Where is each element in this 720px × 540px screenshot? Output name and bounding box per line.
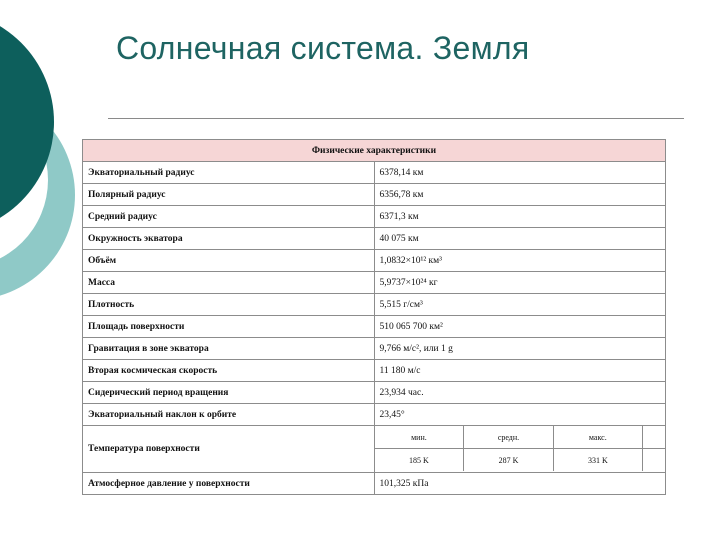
table-row xyxy=(83,184,666,206)
row-value: 6371,3 км xyxy=(374,206,666,228)
row-value: 23,45° xyxy=(374,404,666,426)
slide-title: Солнечная система. Земля xyxy=(116,30,530,66)
temperature-row xyxy=(83,426,666,473)
table-row xyxy=(83,316,666,338)
row-label: Экваториальный наклон к орбите xyxy=(83,404,375,426)
row-value: 1,0832×10¹² км³ xyxy=(374,250,666,272)
temp-avg-header: средн. xyxy=(464,426,553,449)
temperature-label: Температура поверхности xyxy=(83,426,375,473)
row-value: 40 075 км xyxy=(374,228,666,250)
table-row xyxy=(83,382,666,404)
row-value: 11 180 м/с xyxy=(374,360,666,382)
table-row xyxy=(83,206,666,228)
pressure-value: 101,325 кПа xyxy=(374,473,666,495)
table-row xyxy=(83,360,666,382)
title-divider xyxy=(108,118,684,119)
table-row xyxy=(83,272,666,294)
table-row xyxy=(83,294,666,316)
table-row xyxy=(83,338,666,360)
table-row xyxy=(83,250,666,272)
temp-max-header: макс. xyxy=(553,426,642,449)
row-value: 6378,14 км xyxy=(374,162,666,184)
row-label: Площадь поверхности xyxy=(83,316,375,338)
row-label: Вторая космическая скорость xyxy=(83,360,375,382)
row-label: Средний радиус xyxy=(83,206,375,228)
row-label: Гравитация в зоне экватора xyxy=(83,338,375,360)
row-label: Плотность xyxy=(83,294,375,316)
row-value: 510 065 700 км² xyxy=(374,316,666,338)
table-row xyxy=(83,162,666,184)
temperature-subtable xyxy=(375,426,666,471)
table-row xyxy=(83,473,666,495)
temperature-header-row xyxy=(375,426,666,449)
row-value: 9,766 м/с², или 1 g xyxy=(374,338,666,360)
table-header: Физические характеристики xyxy=(83,140,666,162)
row-label: Объём xyxy=(83,250,375,272)
row-label: Масса xyxy=(83,272,375,294)
table-row xyxy=(83,404,666,426)
row-label: Полярный радиус xyxy=(83,184,375,206)
row-value: 23,934 час. xyxy=(374,382,666,404)
pressure-label: Атмосферное давление у поверхности xyxy=(83,473,375,495)
temperature-values xyxy=(374,426,666,473)
temperature-value-row xyxy=(375,449,666,472)
temp-max-value: 331 K xyxy=(553,449,642,472)
row-value: 6356,78 км xyxy=(374,184,666,206)
row-label: Окружность экватора xyxy=(83,228,375,250)
row-label: Сидерический период вращения xyxy=(83,382,375,404)
table-header-row xyxy=(83,140,666,162)
characteristics-table xyxy=(82,139,666,495)
row-value: 5,9737×10²⁴ кг xyxy=(374,272,666,294)
temp-min-value: 185 K xyxy=(375,449,464,472)
temp-avg-value: 287 K xyxy=(464,449,553,472)
row-value: 5,515 г/см³ xyxy=(374,294,666,316)
row-label: Экваториальный радиус xyxy=(83,162,375,184)
temp-min-header: мин. xyxy=(375,426,464,449)
table-row xyxy=(83,228,666,250)
